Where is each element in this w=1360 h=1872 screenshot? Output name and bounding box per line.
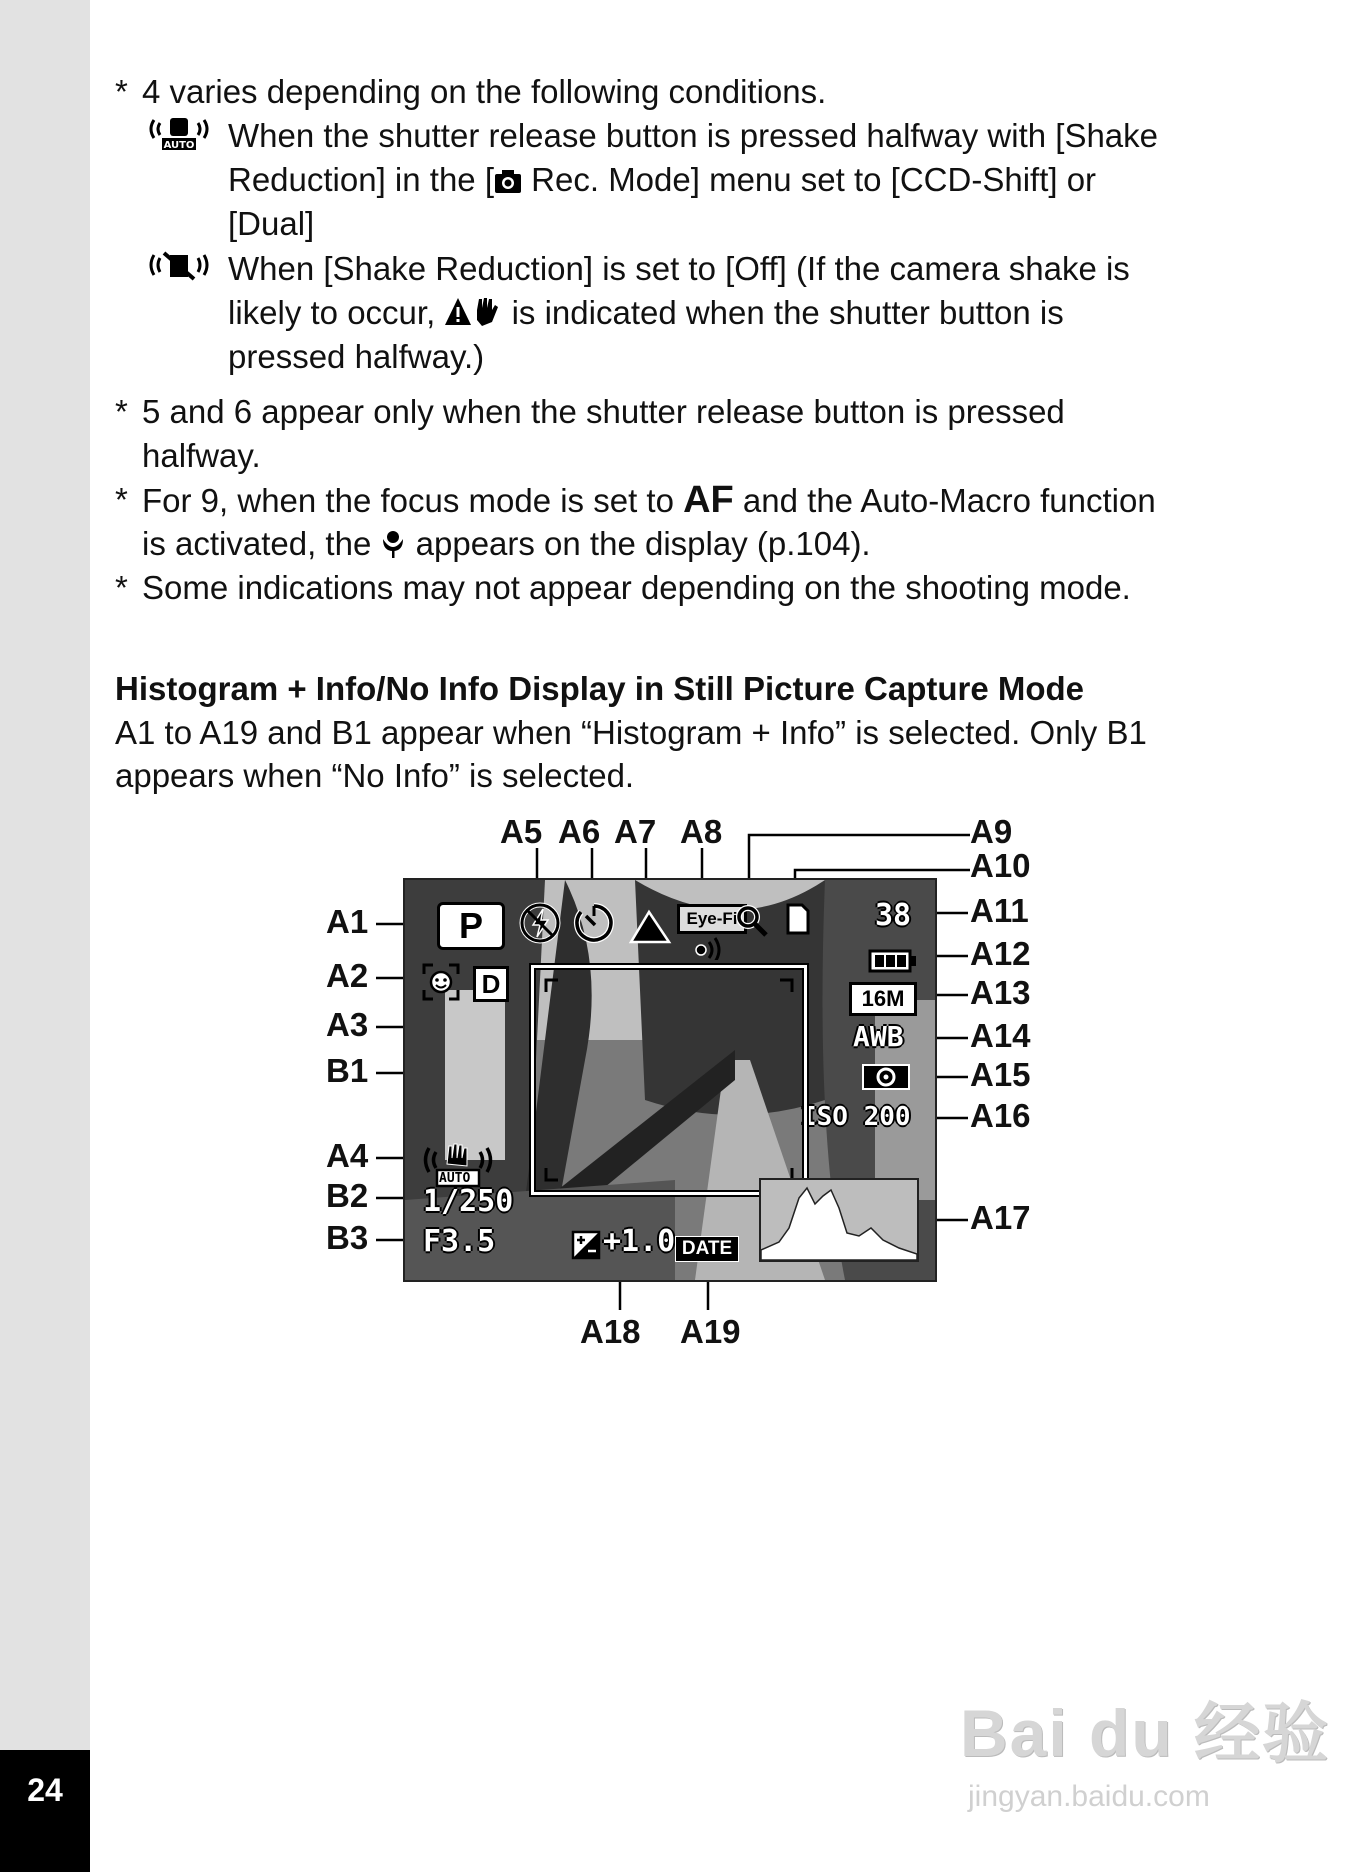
label-a11: A11 (970, 892, 1029, 929)
drive-mode-indicator: D (473, 966, 509, 1002)
shooting-mode-indicator: P (437, 902, 505, 950)
label-a16: A16 (970, 1097, 1031, 1134)
label-a4: A4 (326, 1137, 369, 1174)
note-2-marker: * (115, 393, 128, 430)
sub-note-2-line-3: pressed halfway.) (228, 338, 485, 375)
baidu-watermark-logo: Bai du 经验 (960, 1696, 1331, 1770)
note-3-line-1: For 9, when the focus mode is set to AF and the Auto-Macro function (142, 479, 1156, 521)
label-a9: A9 (970, 813, 1013, 850)
iso-sensitivity-indicator: ISO 200 (801, 1102, 911, 1132)
svg-text:AUTO: AUTO (163, 140, 195, 151)
label-a6: A6 (558, 813, 601, 850)
label-a10: A10 (970, 847, 1031, 884)
label-b3: B3 (326, 1219, 369, 1256)
note-3-marker: * (115, 481, 128, 518)
note-1-text: 4 varies depending on the following conditions. (142, 73, 827, 110)
label-a17: A17 (970, 1199, 1031, 1236)
eye-fi-signal-icon (693, 934, 733, 960)
sub-note-2-line-1: When [Shake Reduction] is set to [Off] (If the camera shake is (228, 250, 1130, 287)
lcd-auto-text: AUTO (439, 1171, 471, 1186)
camera-lcd-screen (403, 878, 937, 1282)
face-detection-icon (421, 962, 461, 1002)
flash-off-icon (517, 900, 563, 946)
sub-note-1-line-1: When the shutter release button is pressed halfway with [Shake (228, 117, 1159, 154)
label-a8: A8 (680, 813, 723, 850)
date-imprint-indicator: DATE (675, 1236, 739, 1262)
memory-status-icon (785, 902, 811, 936)
ae-metering-icon (860, 1062, 912, 1092)
focus-mode-infinity-icon (627, 906, 673, 946)
note-4-marker: * (115, 569, 128, 606)
ev-compensation-value: +1.0 (603, 1224, 676, 1259)
label-a1: A1 (326, 903, 369, 940)
sub-note-1-line-3: [Dual] (228, 205, 315, 242)
self-timer-icon (571, 900, 617, 946)
af-symbol: AF (683, 479, 734, 521)
shutter-speed-readout: 1/250 (423, 1184, 514, 1219)
baidu-watermark-url: jingyan.baidu.com (968, 1780, 1210, 1813)
label-a18: A18 (580, 1313, 641, 1350)
label-a7: A7 (614, 813, 657, 850)
recorded-pixels-indicator: 16M (849, 982, 917, 1016)
histogram (759, 1178, 919, 1262)
sub-note-2-line-2: likely to occur, is indicated when the shutter button is (228, 294, 1064, 331)
section-heading: Histogram + Info/No Info Display in Still Picture Capture Mode (115, 670, 1085, 707)
battery-level-icon (867, 946, 919, 976)
label-a13: A13 (970, 974, 1031, 1011)
note-2-line-2: halfway. (142, 437, 261, 474)
section-desc-line-1: A1 to A19 and B1 appear when “Histogram + Info” is selected. Only B1 (115, 714, 1147, 751)
remaining-shots-count: 38 (875, 898, 912, 933)
label-b2: B2 (326, 1177, 369, 1214)
eye-fi-indicator: Eye-Fi (677, 904, 747, 934)
label-a15: A15 (970, 1056, 1031, 1093)
note-2-line-1: 5 and 6 appear only when the shutter release button is pressed (142, 393, 1065, 430)
label-a3: A3 (326, 1006, 369, 1043)
aperture-readout: F3.5 (423, 1224, 496, 1259)
label-a2: A2 (326, 957, 369, 994)
digital-zoom-icon (735, 904, 769, 938)
section-desc-line-2: appears when “No Info” is selected. (115, 757, 635, 794)
note-4-text: Some indications may not appear depending on the shooting mode. (142, 569, 1131, 606)
note-3-line-2: is activated, the appears on the display (p.104). (142, 525, 871, 562)
focus-frame-corners (534, 968, 804, 1192)
label-a19: A19 (680, 1313, 741, 1350)
note-1-marker: * (115, 73, 128, 110)
ev-compensation-icon (571, 1230, 601, 1260)
sub-note-1-line-2: Reduction] in the [ Rec. Mode] menu set to [CCD-Shift] or (228, 161, 1097, 198)
white-balance-indicator: AWB (853, 1020, 904, 1053)
page-number: 24 (27, 1772, 63, 1808)
label-a14: A14 (970, 1017, 1031, 1054)
label-a5: A5 (500, 813, 543, 850)
label-a12: A12 (970, 935, 1031, 972)
label-b1: B1 (326, 1052, 369, 1089)
